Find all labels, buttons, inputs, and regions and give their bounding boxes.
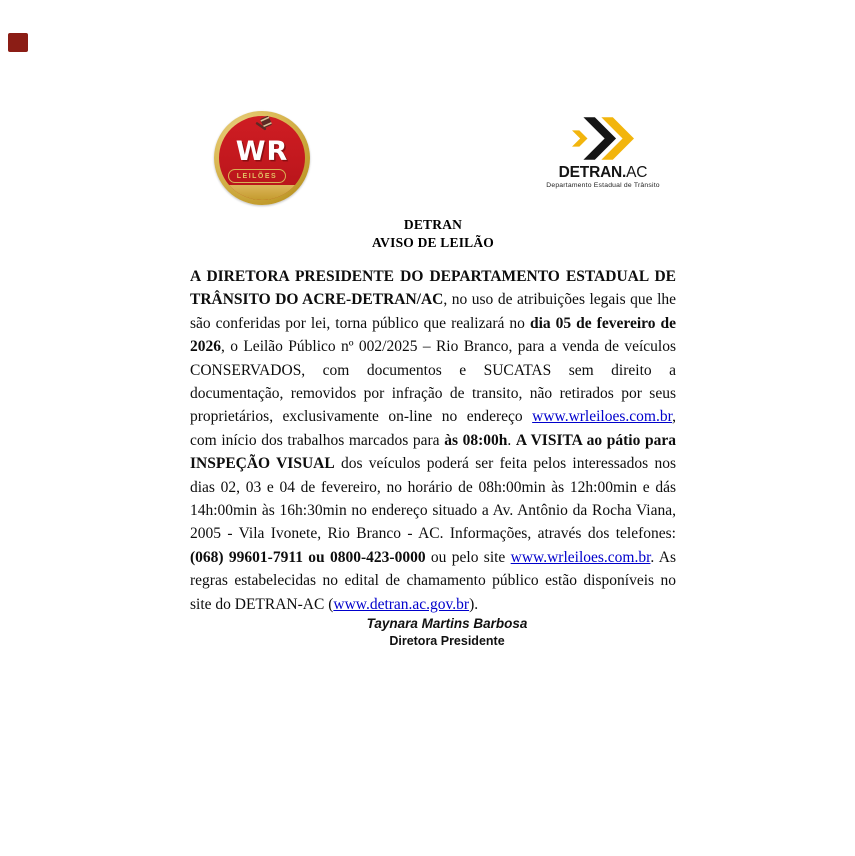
- signer-role: Diretora Presidente: [389, 634, 505, 648]
- corner-mark: [8, 33, 28, 52]
- wr-monogram: WR: [235, 136, 289, 167]
- visit-notice: A VISITA ao pátio para INSPEÇÃO VISUAL: [190, 431, 676, 473]
- body-text-run: ou pelo site: [425, 548, 511, 566]
- phone-numbers: (068) 99601-7911 ou 0800-423-0000: [190, 548, 426, 566]
- detran-wordmark-bold: DETRAN.: [558, 164, 627, 181]
- detran-site-link[interactable]: www.detran.ac.gov.br: [333, 595, 470, 613]
- body-text-run: ).: [469, 595, 479, 613]
- notice-paragraph: [190, 265, 676, 616]
- start-time: às 08:00h: [444, 431, 508, 449]
- wrleiloes-link-1[interactable]: www.wrleiloes.com.br: [532, 408, 673, 426]
- signature-block: [204, 616, 690, 648]
- detran-tagline: Departamento Estadual de Trânsito: [546, 182, 660, 189]
- wr-gold-base: [219, 185, 305, 200]
- body-text-run: . As regras estabelecidas no edital de chamamento público estão disponíveis no site do DETRAN-AC (: [190, 548, 677, 613]
- wrleiloes-link-2[interactable]: www.wrleiloes.com.br: [510, 548, 651, 566]
- body-text-run: dos veículos poderá ser feita pelos interessados nos dias 02, 03 e 04 de fevereiro, no horário de 08h:00min às 12h:00min e dás 14h:00min às 16h:30min no endereço situado a Av. Antônio da Rocha Viana, 2005 - Vila Ivonete, Rio Branco - AC. Informações, através dos telefones:: [190, 455, 676, 543]
- issuer-name: A DIRETORA PRESIDENTE DO DEPARTAMENTO ESTADUAL DE TRÂNSITO DO ACRE-DETRAN/AC: [190, 268, 676, 309]
- title-line-2: AVISO DE LEILÃO: [371, 235, 495, 250]
- title-line-1: DETRAN: [403, 217, 463, 232]
- body-text-run: , o Leilão Público nº 002/2025 – Rio Branco, para a venda de veículos CONSERVADOS, com documentos e SUCATAS sem direito a documentação, removidos por infração de transito, não retirados por seus proprietários, exclusivamente on-line no endereço: [190, 338, 676, 426]
- detran-wordmark: [545, 165, 661, 181]
- wr-banner-label: LEILÕES: [228, 169, 286, 183]
- chevrons-icon: [572, 117, 634, 160]
- detran-ac-logo: [545, 117, 661, 190]
- auction-date: dia 05 de fevereiro de 2026: [190, 314, 677, 356]
- body-text-run: .: [507, 431, 516, 449]
- signer-name: Taynara Martins Barbosa: [366, 616, 528, 631]
- gavel-icon: [251, 116, 277, 136]
- body-text-run: , no uso de atribuições legais que lhe são conferidas por lei, torna público que realizará no: [190, 291, 677, 332]
- wr-leiloes-logo: [214, 111, 310, 205]
- detran-wordmark-light: AC: [626, 164, 648, 181]
- body-text-run: , com início dos trabalhos marcados para: [190, 408, 676, 449]
- document-title: [188, 216, 678, 252]
